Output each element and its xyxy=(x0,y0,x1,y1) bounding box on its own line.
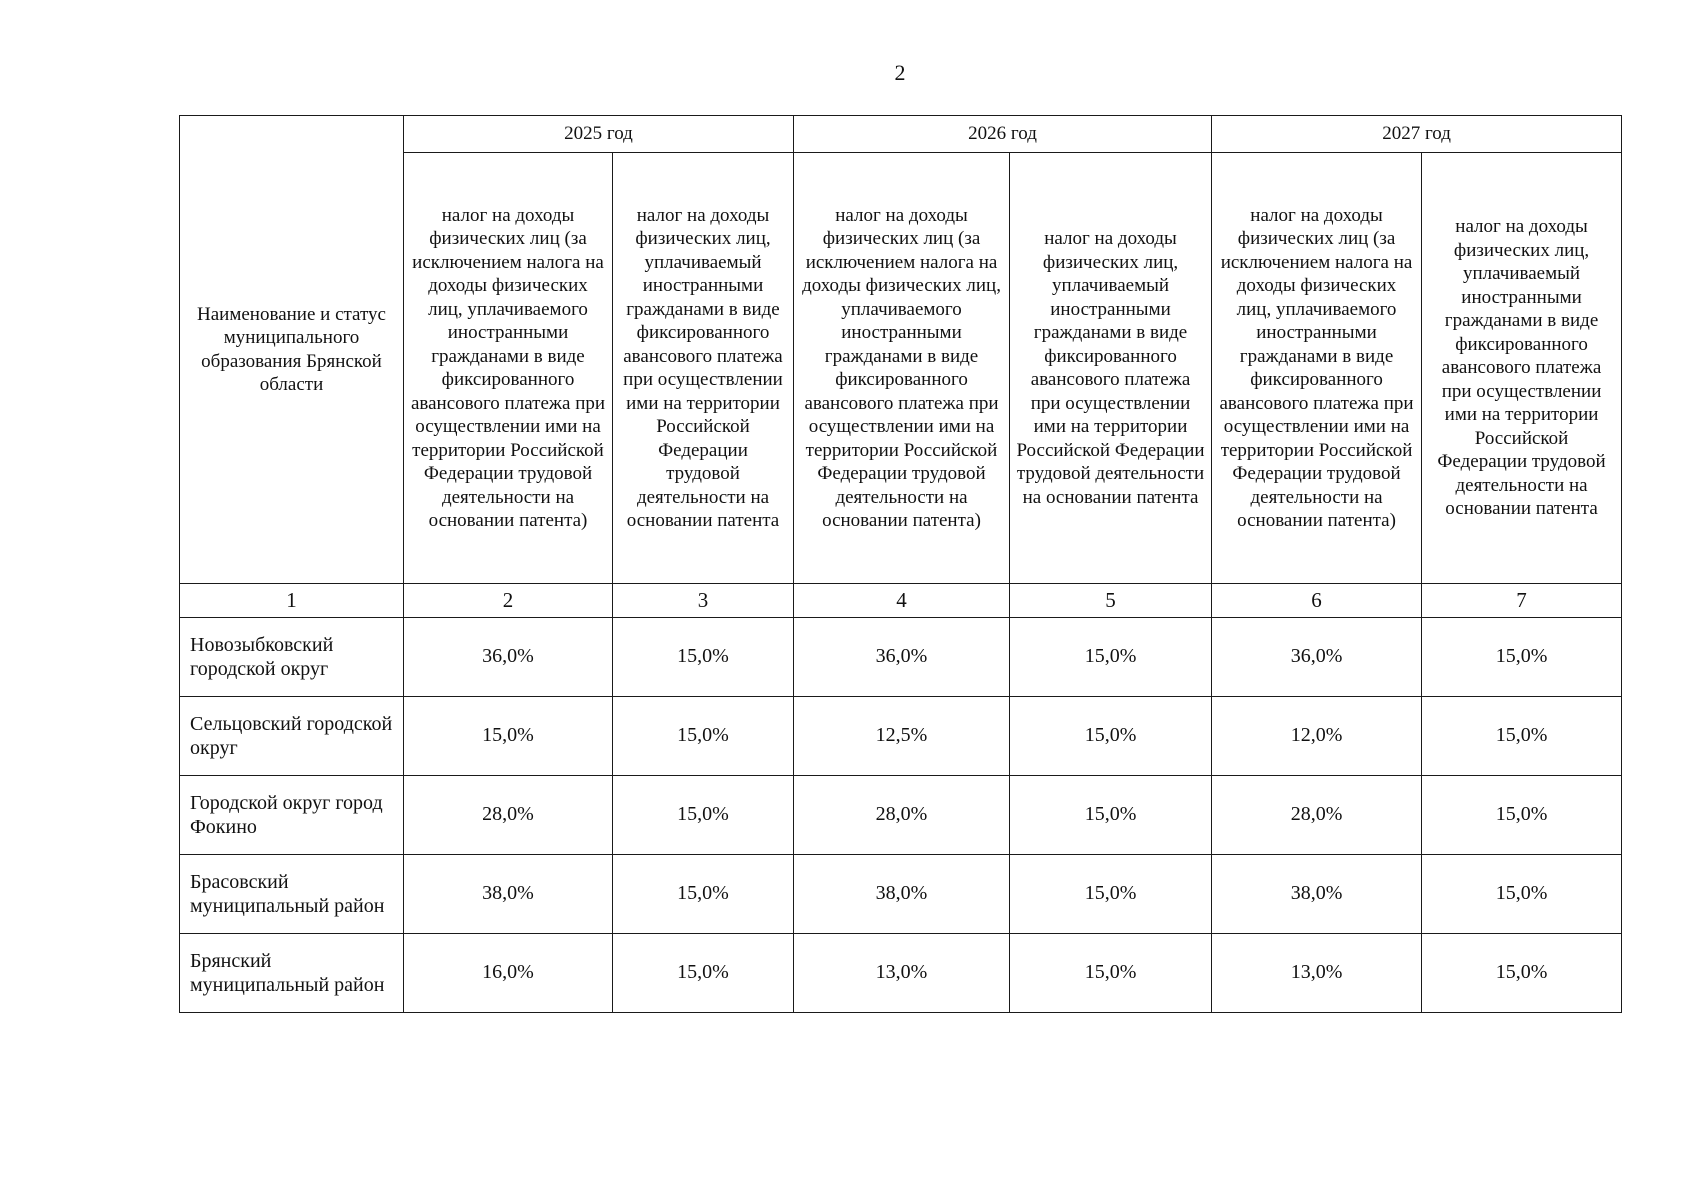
rate-cell: 28,0% xyxy=(1212,776,1422,855)
column-description: налог на доходы физических лиц (за исключением налога на доходы физических лиц, уплачиваемого иностранными гражданами в виде фиксированного авансового платежа при осуществлении ими на территории Российской Федерации трудовой деятельности на основании патента) xyxy=(1212,153,1422,584)
rate-cell: 15,0% xyxy=(613,618,794,697)
table-row xyxy=(180,697,1622,776)
municipality-name: Городской округ город Фокино xyxy=(180,776,404,855)
rate-cell: 15,0% xyxy=(404,697,613,776)
column-description: налог на доходы физических лиц, уплачиваемый иностранными гражданами в виде фиксированного авансового платежа при осуществлении ими на территории Российской Федерации трудовой деятельности на основании патента xyxy=(1422,153,1622,584)
rate-cell: 15,0% xyxy=(1422,618,1622,697)
column-description: налог на доходы физических лиц (за исключением налога на доходы физических лиц, уплачиваемого иностранными гражданами в виде фиксированного авансового платежа при осуществлении ими на территории Российской Федерации трудовой деятельности на основании патента) xyxy=(794,153,1010,584)
rate-cell: 15,0% xyxy=(1422,855,1622,934)
rate-cell: 15,0% xyxy=(1010,618,1212,697)
rate-cell: 28,0% xyxy=(404,776,613,855)
rate-cell: 38,0% xyxy=(794,855,1010,934)
municipality-name: Брасовский муниципальный район xyxy=(180,855,404,934)
municipality-name-header: Наименование и статус муниципального образования Брянской области xyxy=(180,116,404,584)
rate-cell: 15,0% xyxy=(1422,934,1622,1013)
column-number: 2 xyxy=(404,584,613,618)
column-description: налог на доходы физических лиц, уплачиваемый иностранными гражданами в виде фиксированного авансового платежа при осуществлении ими на территории Российской Федерации трудовой деятельности на основании патента xyxy=(613,153,794,584)
column-description: налог на доходы физических лиц, уплачиваемый иностранными гражданами в виде фиксированного авансового платежа при осуществлении ими на территории Российской Федерации трудовой деятельности на основании патента xyxy=(1010,153,1212,584)
municipality-name: Сельцовский городской округ xyxy=(180,697,404,776)
municipality-name: Новозыбковский городской округ xyxy=(180,618,404,697)
rate-cell: 28,0% xyxy=(794,776,1010,855)
page-number: 2 xyxy=(894,60,906,85)
column-number-row xyxy=(180,584,1622,618)
tax-rates-table xyxy=(179,115,1622,1013)
column-number: 7 xyxy=(1422,584,1622,618)
rate-cell: 12,0% xyxy=(1212,697,1422,776)
rate-cell: 15,0% xyxy=(613,934,794,1013)
rate-cell: 16,0% xyxy=(404,934,613,1013)
year-header-2027: 2027 год xyxy=(1212,116,1622,153)
column-number: 4 xyxy=(794,584,1010,618)
rate-cell: 36,0% xyxy=(794,618,1010,697)
rate-cell: 15,0% xyxy=(613,855,794,934)
table-row xyxy=(180,855,1622,934)
rate-cell: 15,0% xyxy=(1422,697,1622,776)
column-number: 3 xyxy=(613,584,794,618)
column-number: 5 xyxy=(1010,584,1212,618)
year-header-2026: 2026 год xyxy=(794,116,1212,153)
rate-cell: 13,0% xyxy=(794,934,1010,1013)
rate-cell: 12,5% xyxy=(794,697,1010,776)
column-number: 6 xyxy=(1212,584,1422,618)
rate-cell: 36,0% xyxy=(404,618,613,697)
rate-cell: 38,0% xyxy=(404,855,613,934)
municipality-name: Брянский муниципальный район xyxy=(180,934,404,1013)
column-description: налог на доходы физических лиц (за исключением налога на доходы физических лиц, уплачиваемого иностранными гражданами в виде фиксированного авансового платежа при осуществлении ими на территории Российской Федерации трудовой деятельности на основании патента) xyxy=(404,153,613,584)
column-number: 1 xyxy=(180,584,404,618)
year-header-2025: 2025 год xyxy=(404,116,794,153)
rate-cell: 36,0% xyxy=(1212,618,1422,697)
rate-cell: 15,0% xyxy=(613,697,794,776)
table-row xyxy=(180,618,1622,697)
rate-cell: 15,0% xyxy=(1010,697,1212,776)
year-header-row xyxy=(180,116,1622,153)
rate-cell: 15,0% xyxy=(1010,855,1212,934)
rate-cell: 15,0% xyxy=(1010,934,1212,1013)
rate-cell: 13,0% xyxy=(1212,934,1422,1013)
table-row xyxy=(180,934,1622,1013)
rate-cell: 15,0% xyxy=(613,776,794,855)
table-row xyxy=(180,776,1622,855)
rate-cell: 38,0% xyxy=(1212,855,1422,934)
rate-cell: 15,0% xyxy=(1422,776,1622,855)
rate-cell: 15,0% xyxy=(1010,776,1212,855)
